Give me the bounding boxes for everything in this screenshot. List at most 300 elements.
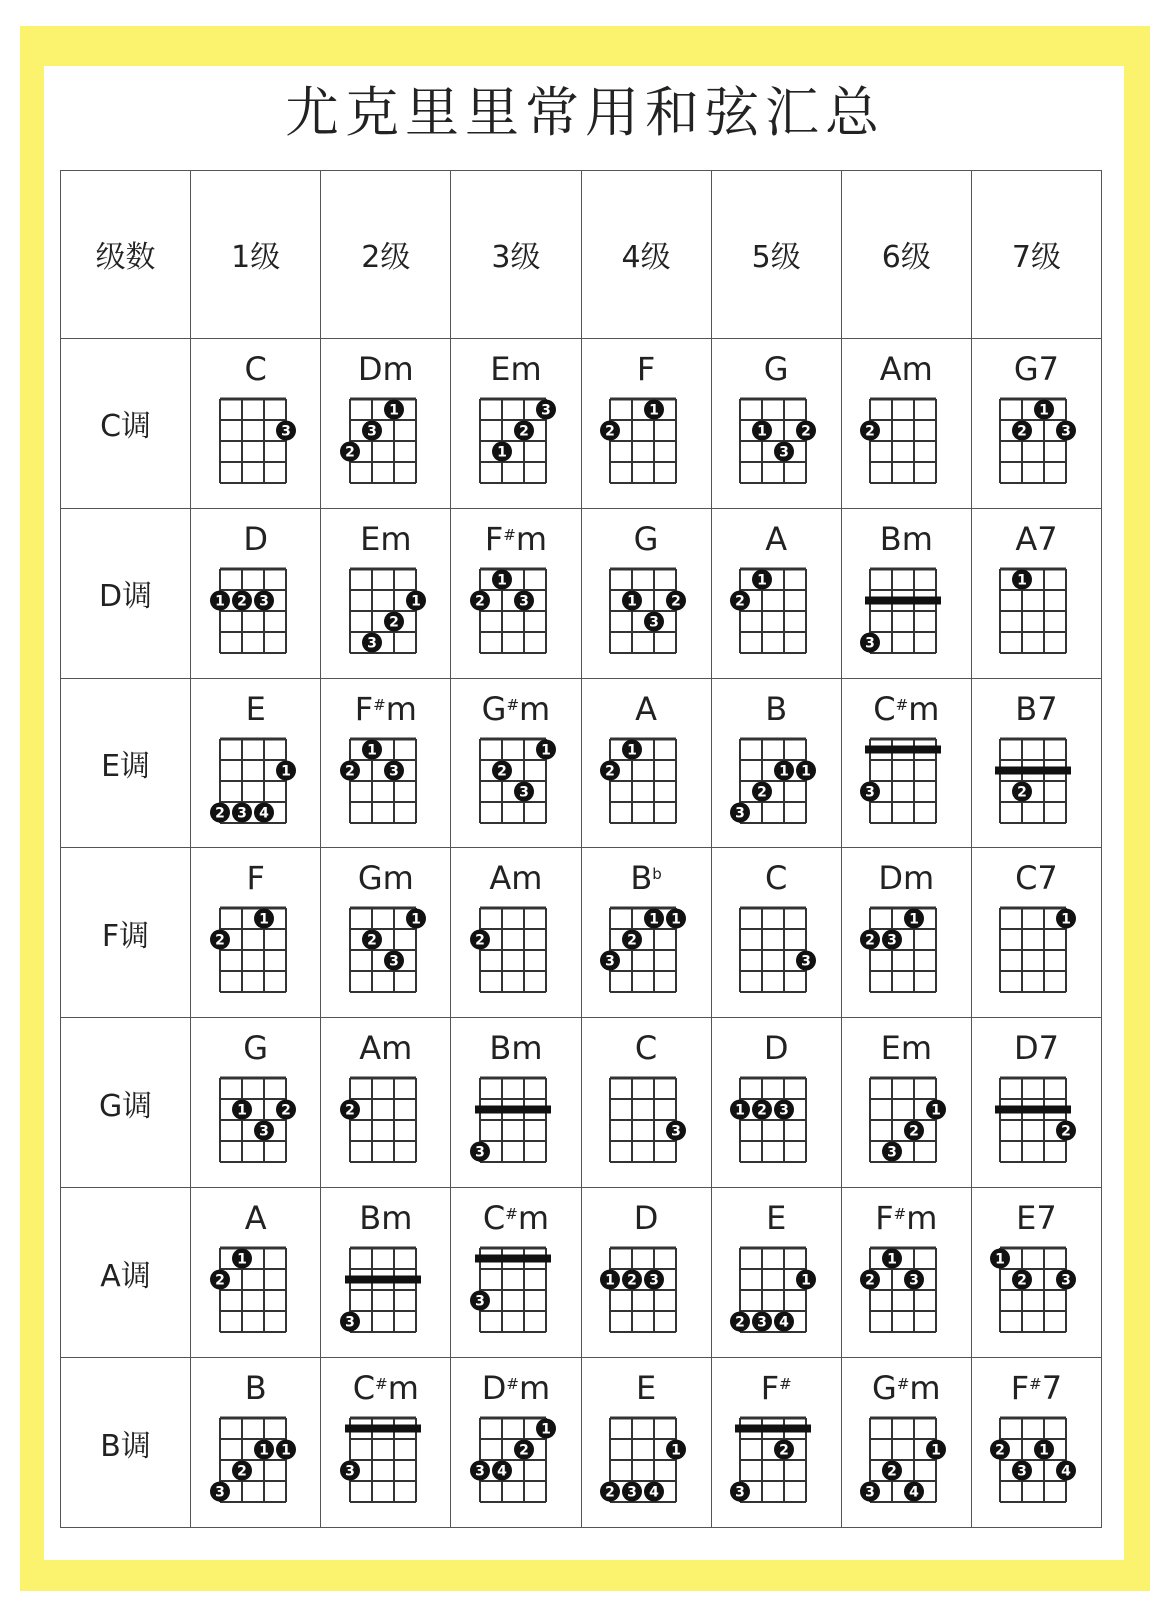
chord-diagram (336, 1072, 436, 1172)
finger-number: 3 (671, 1123, 681, 1140)
chord-diagram (336, 902, 436, 1002)
barre-bar (995, 766, 1071, 774)
key-label: G调 (61, 1018, 191, 1188)
chord-name: E7 (1016, 1199, 1057, 1238)
barre-bar (475, 1255, 551, 1263)
finger-number: 1 (410, 911, 421, 928)
finger-number: 1 (214, 593, 225, 610)
key-label: F调 (61, 848, 191, 1018)
finger-number: 1 (931, 1442, 942, 1459)
chord-diagram (596, 902, 696, 1002)
finger-number: 2 (1061, 1123, 1072, 1140)
chord-cell (711, 1018, 841, 1188)
finger-number: 1 (388, 402, 399, 419)
finger-number: 2 (627, 932, 637, 949)
chord-diagram (986, 733, 1086, 833)
chord-diagram (466, 733, 566, 833)
chord-cell (581, 1188, 711, 1358)
chord-name: B7 (1015, 689, 1058, 728)
chord-diagram (986, 902, 1086, 1002)
chord-name: Dm (878, 859, 935, 898)
finger-number: 2 (887, 1463, 898, 1480)
chord-cell (191, 508, 321, 678)
finger-number: 3 (366, 635, 377, 652)
key-row (61, 678, 1102, 848)
finger-number: 3 (887, 932, 898, 949)
finger-number: 2 (519, 1442, 529, 1459)
chord-diagram (336, 1412, 436, 1512)
chord-cell (971, 1188, 1101, 1358)
chord-cell (191, 1358, 321, 1528)
finger-number: 2 (475, 593, 485, 610)
finger-number: 1 (757, 423, 768, 440)
finger-number: 3 (475, 1293, 485, 1310)
finger-number: 4 (649, 1484, 659, 1501)
chord-table (60, 170, 1102, 1528)
finger-number: 4 (258, 805, 269, 822)
sharp-sign: # (506, 1375, 519, 1394)
finger-number: 1 (1039, 402, 1050, 419)
chord-name: C7 (1015, 859, 1058, 898)
sharp-sign: # (373, 695, 386, 714)
chord-name: B (765, 689, 788, 728)
chord-name: D (763, 1029, 789, 1068)
finger-number: 3 (236, 805, 247, 822)
chord-cell (321, 1358, 451, 1528)
chord-diagram (596, 1412, 696, 1512)
chord-diagram (726, 563, 826, 663)
chord-cell (191, 1188, 321, 1358)
chord-diagram (986, 563, 1086, 663)
finger-number: 4 (779, 1314, 790, 1331)
chord-cell (581, 848, 711, 1018)
finger-number: 3 (475, 1144, 485, 1161)
finger-number: 1 (627, 593, 637, 610)
finger-number: 1 (1039, 1442, 1050, 1459)
degree-header: 5级 (711, 171, 841, 339)
chord-name: C (765, 859, 788, 898)
barre-bar (995, 1106, 1071, 1114)
chord-diagram (726, 733, 826, 833)
barre-bar (345, 1276, 421, 1284)
finger-number: 2 (909, 1123, 920, 1140)
chord-name: A7 (1015, 519, 1058, 558)
chord-diagram (856, 1072, 956, 1172)
chord-name: G (763, 349, 789, 388)
key-label: B调 (61, 1358, 191, 1528)
chord-diagram (206, 1072, 306, 1172)
finger-number: 3 (605, 953, 615, 970)
chord-name: E (245, 689, 266, 728)
key-label: E调 (61, 678, 191, 848)
chord-name: E (766, 1199, 787, 1238)
sharp-sign: # (506, 695, 520, 714)
chord-name: C#m (873, 689, 940, 728)
finger-number: 1 (671, 911, 681, 928)
finger-number: 1 (995, 1251, 1006, 1268)
finger-number: 2 (280, 1102, 291, 1119)
chord-cell (321, 338, 451, 508)
chord-name: Gm (357, 859, 414, 898)
chord-name: F# (760, 1369, 792, 1408)
chord-diagram (336, 1242, 436, 1342)
degree-header: 6级 (841, 171, 971, 339)
finger-number: 3 (735, 1484, 746, 1501)
chord-diagram (986, 1242, 1086, 1342)
key-row (61, 508, 1102, 678)
chord-diagram (466, 1242, 566, 1342)
finger-number: 2 (388, 614, 399, 631)
chord-diagram (596, 563, 696, 663)
chord-name: C#m (352, 1369, 419, 1408)
chord-cell (971, 848, 1101, 1018)
chord-cell (451, 1358, 581, 1528)
finger-number: 3 (649, 614, 659, 631)
finger-number: 2 (214, 805, 225, 822)
finger-number: 1 (497, 444, 507, 461)
finger-number: 3 (909, 1272, 920, 1289)
chord-cell (191, 1018, 321, 1188)
finger-number: 2 (801, 423, 812, 440)
chord-cell (191, 848, 321, 1018)
finger-number: 4 (1061, 1463, 1072, 1480)
chord-name: D#m (481, 1369, 551, 1408)
chord-cell (841, 1358, 971, 1528)
finger-number: 3 (214, 1484, 225, 1501)
finger-number: 3 (519, 593, 529, 610)
chord-name: Bm (879, 519, 933, 558)
finger-number: 1 (735, 1102, 746, 1119)
finger-number: 2 (236, 1463, 247, 1480)
chord-cell (581, 508, 711, 678)
barre-bar (865, 596, 941, 604)
chord-name: C (244, 349, 267, 388)
chord-name: Am (879, 349, 933, 388)
finger-number: 1 (671, 1442, 681, 1459)
finger-number: 2 (757, 1102, 768, 1119)
finger-number: 2 (344, 444, 355, 461)
finger-number: 1 (649, 402, 659, 419)
finger-number: 2 (1017, 784, 1028, 801)
finger-number: 1 (366, 742, 377, 759)
chord-cell (451, 678, 581, 848)
finger-number: 3 (865, 635, 876, 652)
finger-number: 3 (779, 1102, 790, 1119)
chord-cell (711, 1188, 841, 1358)
barre-bar (345, 1425, 421, 1433)
key-label: C调 (61, 338, 191, 508)
chord-diagram (206, 902, 306, 1002)
key-row (61, 1188, 1102, 1358)
finger-number: 2 (366, 932, 377, 949)
sharp-sign: # (896, 1375, 910, 1394)
finger-number: 2 (344, 763, 355, 780)
finger-number: 3 (344, 1314, 355, 1331)
finger-number: 3 (757, 1314, 768, 1331)
chord-cell (191, 678, 321, 848)
finger-number: 1 (541, 1421, 551, 1438)
chord-cell (841, 508, 971, 678)
header-row (61, 171, 1102, 339)
finger-number: 3 (519, 784, 529, 801)
finger-number: 1 (887, 1251, 898, 1268)
flat-sign: b (652, 865, 662, 884)
degree-header: 3级 (451, 171, 581, 339)
finger-number: 3 (388, 763, 399, 780)
finger-number: 3 (735, 805, 746, 822)
chord-name: G (243, 1029, 269, 1068)
finger-number: 3 (1061, 1272, 1072, 1289)
chord-name: F#m (354, 689, 417, 728)
chord-cell (841, 1018, 971, 1188)
chord-diagram (856, 733, 956, 833)
chord-name: E (635, 1369, 657, 1408)
chord-name: Bm (489, 1029, 543, 1068)
finger-number: 1 (801, 1272, 812, 1289)
finger-number: 3 (1017, 1463, 1028, 1480)
chord-cell (321, 508, 451, 678)
chord-diagram (856, 563, 956, 663)
finger-number: 2 (605, 763, 615, 780)
finger-number: 2 (671, 593, 681, 610)
finger-number: 3 (344, 1463, 355, 1480)
finger-number: 2 (865, 932, 876, 949)
finger-number: 3 (865, 784, 876, 801)
finger-number: 4 (909, 1484, 920, 1501)
corner-label: 级数 (61, 171, 191, 339)
finger-number: 3 (280, 423, 291, 440)
chord-cell (581, 678, 711, 848)
chord-diagram (856, 1412, 956, 1512)
chord-diagram (336, 563, 436, 663)
degree-header: 4级 (581, 171, 711, 339)
finger-number: 1 (801, 763, 812, 780)
chord-diagram (206, 1242, 306, 1342)
chord-cell (841, 848, 971, 1018)
chord-diagram (466, 1412, 566, 1512)
chord-diagram (466, 902, 566, 1002)
finger-number: 3 (258, 593, 269, 610)
finger-number: 1 (1061, 911, 1072, 928)
chord-cell (971, 1358, 1101, 1528)
chord-name: G#m (872, 1369, 941, 1408)
finger-number: 1 (236, 1102, 247, 1119)
chord-diagram (596, 393, 696, 493)
chord-cell (971, 508, 1101, 678)
chord-cell (581, 1358, 711, 1528)
finger-number: 2 (865, 1272, 876, 1289)
chord-diagram (986, 1072, 1086, 1172)
chord-diagram (206, 563, 306, 663)
finger-number: 2 (779, 1442, 790, 1459)
key-row (61, 848, 1102, 1018)
chord-cell (841, 1188, 971, 1358)
chord-diagram (986, 393, 1086, 493)
sharp-sign: # (1029, 1375, 1042, 1394)
sharp-sign: # (375, 1375, 388, 1394)
chord-cell (971, 1018, 1101, 1188)
chord-diagram (856, 1242, 956, 1342)
chord-diagram (336, 733, 436, 833)
finger-number: 1 (258, 1442, 269, 1459)
finger-number: 2 (1017, 423, 1028, 440)
finger-number: 3 (627, 1484, 637, 1501)
finger-number: 2 (475, 932, 485, 949)
chord-cell (711, 1358, 841, 1528)
chord-diagram (596, 1242, 696, 1342)
chord-name: A (244, 1199, 267, 1238)
finger-number: 1 (757, 572, 768, 589)
barre-bar (865, 745, 941, 753)
finger-number: 1 (1017, 572, 1028, 589)
barre-bar (735, 1425, 811, 1433)
chord-diagram (856, 902, 956, 1002)
chord-name: A (635, 689, 657, 728)
finger-number: 3 (258, 1123, 269, 1140)
chord-name: G7 (1013, 349, 1060, 388)
chord-name: F#m (875, 1199, 938, 1238)
finger-number: 1 (541, 742, 551, 759)
finger-number: 3 (865, 1484, 876, 1501)
barre-bar (475, 1106, 551, 1114)
finger-number: 2 (236, 593, 247, 610)
chord-diagram (466, 393, 566, 493)
chord-cell (841, 338, 971, 508)
finger-number: 3 (541, 402, 551, 419)
sharp-sign: # (893, 1205, 907, 1224)
chord-cell (321, 1188, 451, 1358)
chord-diagram (336, 393, 436, 493)
chord-cell (191, 338, 321, 508)
chord-cell (321, 678, 451, 848)
chord-diagram (726, 1412, 826, 1512)
finger-number: 1 (779, 763, 790, 780)
key-row (61, 1358, 1102, 1528)
chord-diagram (596, 1072, 696, 1172)
chord-diagram (466, 563, 566, 663)
key-label: A调 (61, 1188, 191, 1358)
finger-number: 2 (865, 423, 876, 440)
finger-number: 2 (344, 1102, 355, 1119)
chord-name: A (765, 519, 788, 558)
sharp-sign: # (505, 1205, 518, 1224)
chord-cell (321, 848, 451, 1018)
chord-cell (971, 678, 1101, 848)
finger-number: 3 (801, 953, 812, 970)
chord-cell (971, 338, 1101, 508)
finger-number: 4 (497, 1463, 507, 1480)
finger-number: 2 (214, 1272, 225, 1289)
degree-header: 1级 (191, 171, 321, 339)
chord-name: $B^b$ (630, 859, 662, 898)
finger-number: 1 (236, 1251, 247, 1268)
finger-number: 2 (605, 1484, 615, 1501)
chord-name: Em (880, 1029, 932, 1068)
chord-diagram (206, 1412, 306, 1512)
sharp-sign: # (779, 1375, 792, 1394)
chord-cell (451, 848, 581, 1018)
finger-number: 1 (649, 911, 659, 928)
finger-number: 1 (931, 1102, 942, 1119)
finger-number: 3 (366, 423, 377, 440)
finger-number: 1 (627, 742, 637, 759)
chord-name: G (633, 519, 659, 558)
chord-cell (841, 678, 971, 848)
finger-number: 1 (605, 1272, 615, 1289)
chord-cell (451, 1188, 581, 1358)
chord-name: D (633, 1199, 659, 1238)
chord-diagram (986, 1412, 1086, 1512)
sharp-sign: # (895, 695, 909, 714)
sharp-sign: # (503, 525, 516, 544)
chord-diagram (726, 1072, 826, 1172)
chord-diagram (726, 902, 826, 1002)
finger-number: 2 (214, 932, 225, 949)
chord-cell (321, 1018, 451, 1188)
chord-diagram (856, 393, 956, 493)
chord-name: Am (489, 859, 543, 898)
finger-number: 1 (410, 593, 421, 610)
chord-name: Em (490, 349, 542, 388)
chord-cell (581, 338, 711, 508)
key-label: D调 (61, 508, 191, 678)
chord-name: F (246, 859, 265, 898)
chord-diagram (206, 733, 306, 833)
page-title: 尤克里里常用和弦汇总 (285, 81, 885, 144)
degree-header: 7级 (971, 171, 1101, 339)
chord-cell (711, 848, 841, 1018)
finger-number: 2 (605, 423, 615, 440)
finger-number: 2 (497, 763, 507, 780)
finger-number: 2 (627, 1272, 637, 1289)
finger-number: 3 (1061, 423, 1072, 440)
chord-name: G#m (481, 689, 551, 728)
chord-name: Em (360, 519, 412, 558)
finger-number: 1 (280, 1442, 291, 1459)
chord-name: F#m (484, 519, 548, 558)
chord-diagram (596, 733, 696, 833)
chord-cell (451, 338, 581, 508)
finger-number: 1 (280, 763, 291, 780)
chord-name: Dm (357, 349, 414, 388)
finger-number: 3 (887, 1144, 898, 1161)
key-row (61, 1018, 1102, 1188)
chord-name: Am (359, 1029, 413, 1068)
chord-name: D7 (1013, 1029, 1059, 1068)
finger-number: 3 (649, 1272, 659, 1289)
finger-number: 1 (497, 572, 507, 589)
chord-name: C (634, 1029, 658, 1068)
chord-diagram (726, 393, 826, 493)
chord-diagram (726, 1242, 826, 1342)
chord-cell (581, 1018, 711, 1188)
finger-number: 1 (909, 911, 920, 928)
finger-number: 1 (258, 911, 269, 928)
chord-cell (711, 338, 841, 508)
finger-number: 3 (475, 1463, 485, 1480)
finger-number: 2 (995, 1442, 1006, 1459)
finger-number: 2 (757, 784, 768, 801)
chord-diagram (206, 393, 306, 493)
chord-name: Bm (359, 1199, 413, 1238)
chord-name: F (636, 349, 656, 388)
finger-number: 2 (735, 593, 746, 610)
chord-cell (451, 508, 581, 678)
chord-cell (711, 508, 841, 678)
chord-cell (451, 1018, 581, 1188)
finger-number: 2 (735, 1314, 746, 1331)
finger-number: 2 (519, 423, 529, 440)
